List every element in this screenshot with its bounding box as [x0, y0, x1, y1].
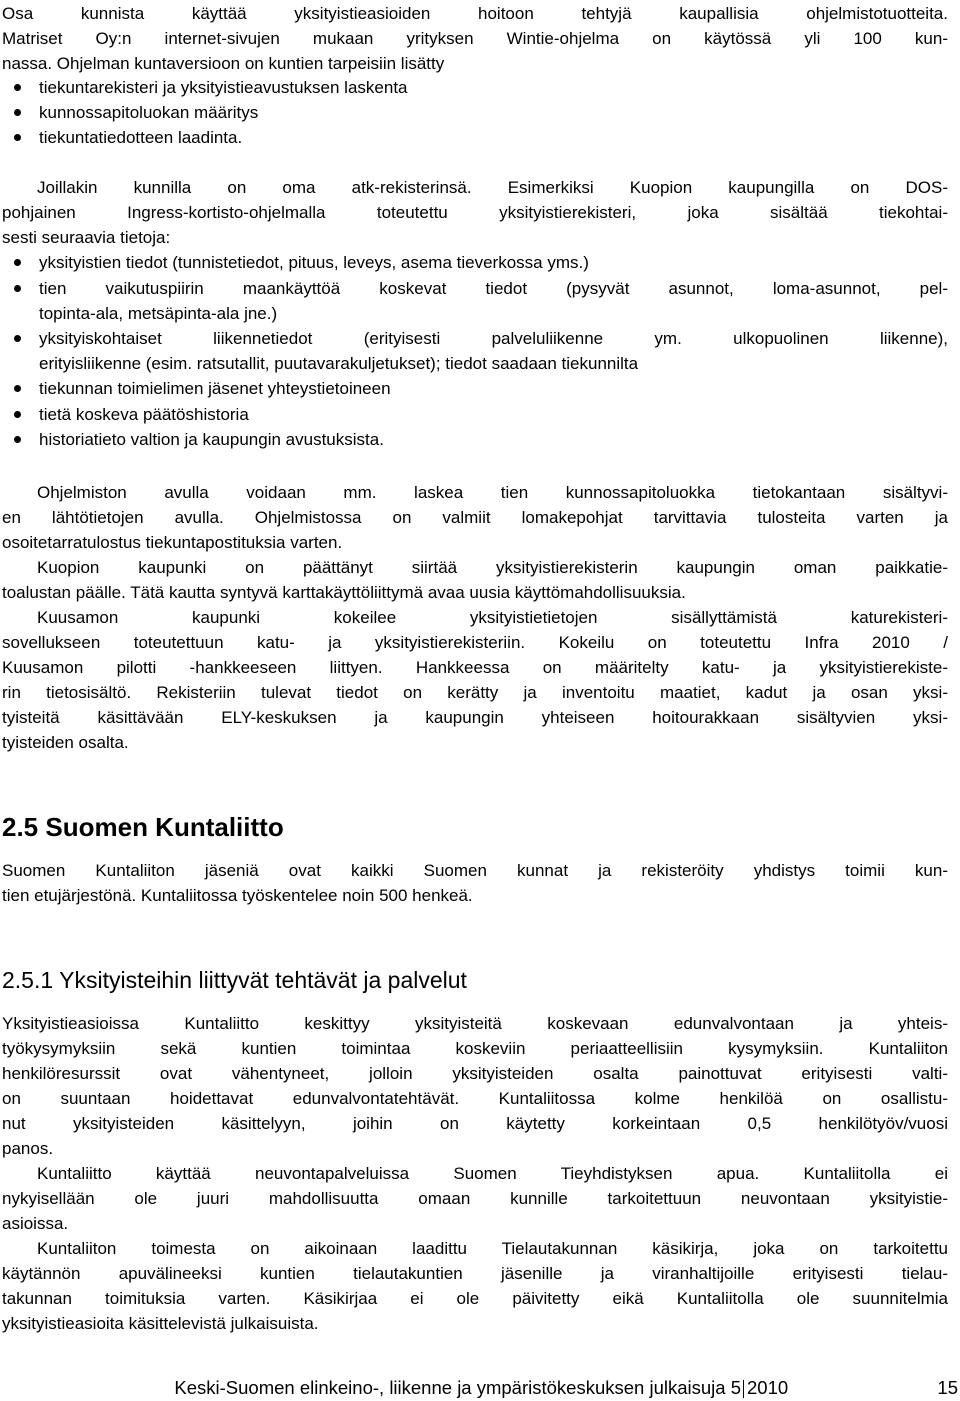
paragraph-line: Yksityistieasioissa Kuntaliitto keskittyy yksityisteitä koskevaan edunvalvontaan ja yhteis- [2, 1014, 948, 1033]
paragraph-line: on suuntaan hoidettavat edunvalvontatehtävät. Kuntaliitossa kolme henkilöä on osallistu- [2, 1089, 948, 1108]
bullet-icon [14, 385, 21, 392]
paragraph-line: Kuopion kaupunki on päättänyt siirtää yksityistierekisterin kaupungin oman paikkatie- [37, 558, 948, 577]
paragraph-line: rin tietosisältö. Rekisteriin tulevat tiedot on kerätty ja inventoitu maatiet, kadut ja osan yksi- [2, 683, 948, 702]
list-item: yksityistien tiedot (tunnistetiedot, pituus, leveys, asema tieverkossa yms.) [39, 253, 589, 272]
footer-separator [743, 1380, 744, 1398]
paragraph-line: osoitetarratulostus tiekuntapostituksia varten. [2, 533, 343, 552]
paragraph-line: yksityistieasioita käsittelevistä julkaisuista. [2, 1314, 319, 1333]
list-item: yksityiskohtaiset liikennetiedot (erityisesti palveluliikenne ym. ulkopuolinen liikenne), [39, 329, 948, 348]
subsection-title: Yksityisteihin liittyvät tehtävät ja palvelut [59, 967, 467, 993]
bullet-icon [14, 259, 21, 266]
paragraph-line: takunnan toimituksia varten. Käsikirjaa ei ole päivitetty eikä Kuntaliitolla ole suunnitelmia [2, 1289, 948, 1308]
list-item: tien vaikutuspiirin maankäyttöä koskevat tiedot (pysyvät asunnot, loma-asunnot, pel- [39, 279, 948, 298]
paragraph-line: Matriset Oy:n internet-sivujen mukaan yrityksen Wintie-ohjelma on käytössä yli 100 kun- [2, 29, 948, 48]
paragraph-line: Ohjelmiston avulla voidaan mm. laskea tien kunnossapitoluokka tietokantaan sisältyvi- [37, 483, 948, 502]
list-item: historiatieto valtion ja kaupungin avustuksista. [39, 430, 384, 449]
paragraph-line: nassa. Ohjelman kuntaversioon on kuntien tarpeisiin lisätty [2, 54, 445, 73]
list-item: tietä koskeva päätöshistoria [39, 405, 249, 424]
paragraph-line: henkilöresurssit ovat vähentyneet, jolloin yksityisteiden osalta painottuvat erityisesti valti- [2, 1064, 948, 1083]
paragraph-line: asioissa. [2, 1214, 69, 1233]
paragraph-line: Kuusamon pilotti -hankkeeseen liittyen. Hankkeessa on määritelty katu- ja yksityistierekiste- [2, 658, 948, 677]
list-item: tiekuntarekisteri ja yksityistieavustuksen laskenta [39, 78, 408, 97]
paragraph-line: sovellukseen toteutettuun katu- ja yksityistierekisteriin. Kokeilu on toteutettu Infra 2010 / [2, 633, 948, 652]
subsection-number: 2.5.1 [2, 967, 54, 993]
paragraph-line: tien etujärjestönä. Kuntaliitossa työskentelee noin 500 henkeä. [2, 886, 473, 905]
bullet-icon [14, 436, 21, 443]
list-item-continuation: topinta-ala, metsäpinta-ala jne.) [39, 304, 278, 323]
paragraph-line: nut yksityisteiden käsittelyyn, joihin on käytetty korkeintaan 0,5 henkilötyöv/vuosi [2, 1114, 948, 1133]
bullet-icon [14, 335, 21, 342]
subsection-heading [2, 966, 467, 994]
bullet-icon [14, 285, 21, 292]
bullet-icon [14, 134, 21, 141]
section-title: Suomen Kuntaliitto [45, 812, 284, 842]
list-item: tiekunnan toimielimen jäsenet yhteystietoineen [39, 379, 391, 398]
section-heading [2, 812, 284, 842]
footer-year: 2010 [747, 1377, 789, 1398]
paragraph-line: Kuntaliitto käyttää neuvontapalveluissa Suomen Tieyhdistyksen apua. Kuntaliitolla ei [37, 1164, 948, 1183]
list-item: kunnossapitoluokan määritys [39, 103, 259, 122]
bullet-icon [14, 109, 21, 116]
bullet-icon [14, 84, 21, 91]
page-number: 15 [937, 1377, 958, 1398]
paragraph-line: panos. [2, 1139, 54, 1158]
list-item-continuation: erityisliikenne (esim. ratsutallit, puutavarakuljetukset); tiedot saadaan tiekunnilta [39, 354, 639, 373]
footer-publication: Keski-Suomen elinkeino-, liikenne ja ympäristökeskuksen julkaisuja 5 [174, 1377, 741, 1398]
paragraph-line: Kuusamon kaupunki kokeilee yksityistietietojen sisällyttämistä katurekisteri- [37, 608, 948, 627]
bullet-icon [14, 411, 21, 418]
paragraph-line: nykyisellään ole juuri mahdollisuutta omaan kunnille tarkoitettuun neuvontaan yksityistie- [2, 1189, 948, 1208]
paragraph-line: pohjainen Ingress-kortisto-ohjelmalla toteutettu yksityistierekisteri, joka sisältää tiekohtai- [2, 203, 948, 222]
section-number: 2.5 [2, 812, 39, 842]
paragraph-line: toalustan päälle. Tätä kautta syntyvä karttakäyttöliittymä avaa uusia käyttömahdollisuuksia. [2, 583, 686, 602]
paragraph-line: Suomen Kuntaliiton jäseniä ovat kaikki Suomen kunnat ja rekisteröity yhdistys toimii kun- [2, 861, 948, 880]
paragraph-line: sesti seuraavia tietoja: [2, 228, 171, 247]
list-item: tiekuntatiedotteen laadinta. [39, 128, 243, 147]
paragraph-line: työkysymyksiin sekä kuntien toimintaa koskeviin periaatteellisiin kysymyksiin. Kuntaliiton [2, 1039, 948, 1058]
paragraph-line: en lähtötietojen avulla. Ohjelmistossa on valmiit lomakepohjat tarvittavia tulosteita varten ja [2, 508, 948, 527]
paragraph-line: tyisteiden osalta. [2, 733, 129, 752]
paragraph-line: Osa kunnista käyttää yksityistieasioiden hoitoon tehtyjä kaupallisia ohjelmistotuotteita. [2, 4, 948, 23]
paragraph-line: käytännön apuvälineeksi kuntien tielautakuntien jäsenille ja viranhaltijoille erityisesti tielau- [2, 1264, 948, 1283]
paragraph-line: Kuntaliiton toimesta on aikoinaan laadittu Tielautakunnan käsikirja, joka on tarkoitettu [37, 1239, 948, 1258]
paragraph-line: Joillakin kunnilla on oma atk-rekisterinsä. Esimerkiksi Kuopion kaupungilla on DOS- [37, 178, 948, 197]
paragraph-line: tyisteitä käsittävään ELY-keskuksen ja kaupungin yhteiseen hoitourakkaan sisältyvien yksi- [2, 708, 948, 727]
